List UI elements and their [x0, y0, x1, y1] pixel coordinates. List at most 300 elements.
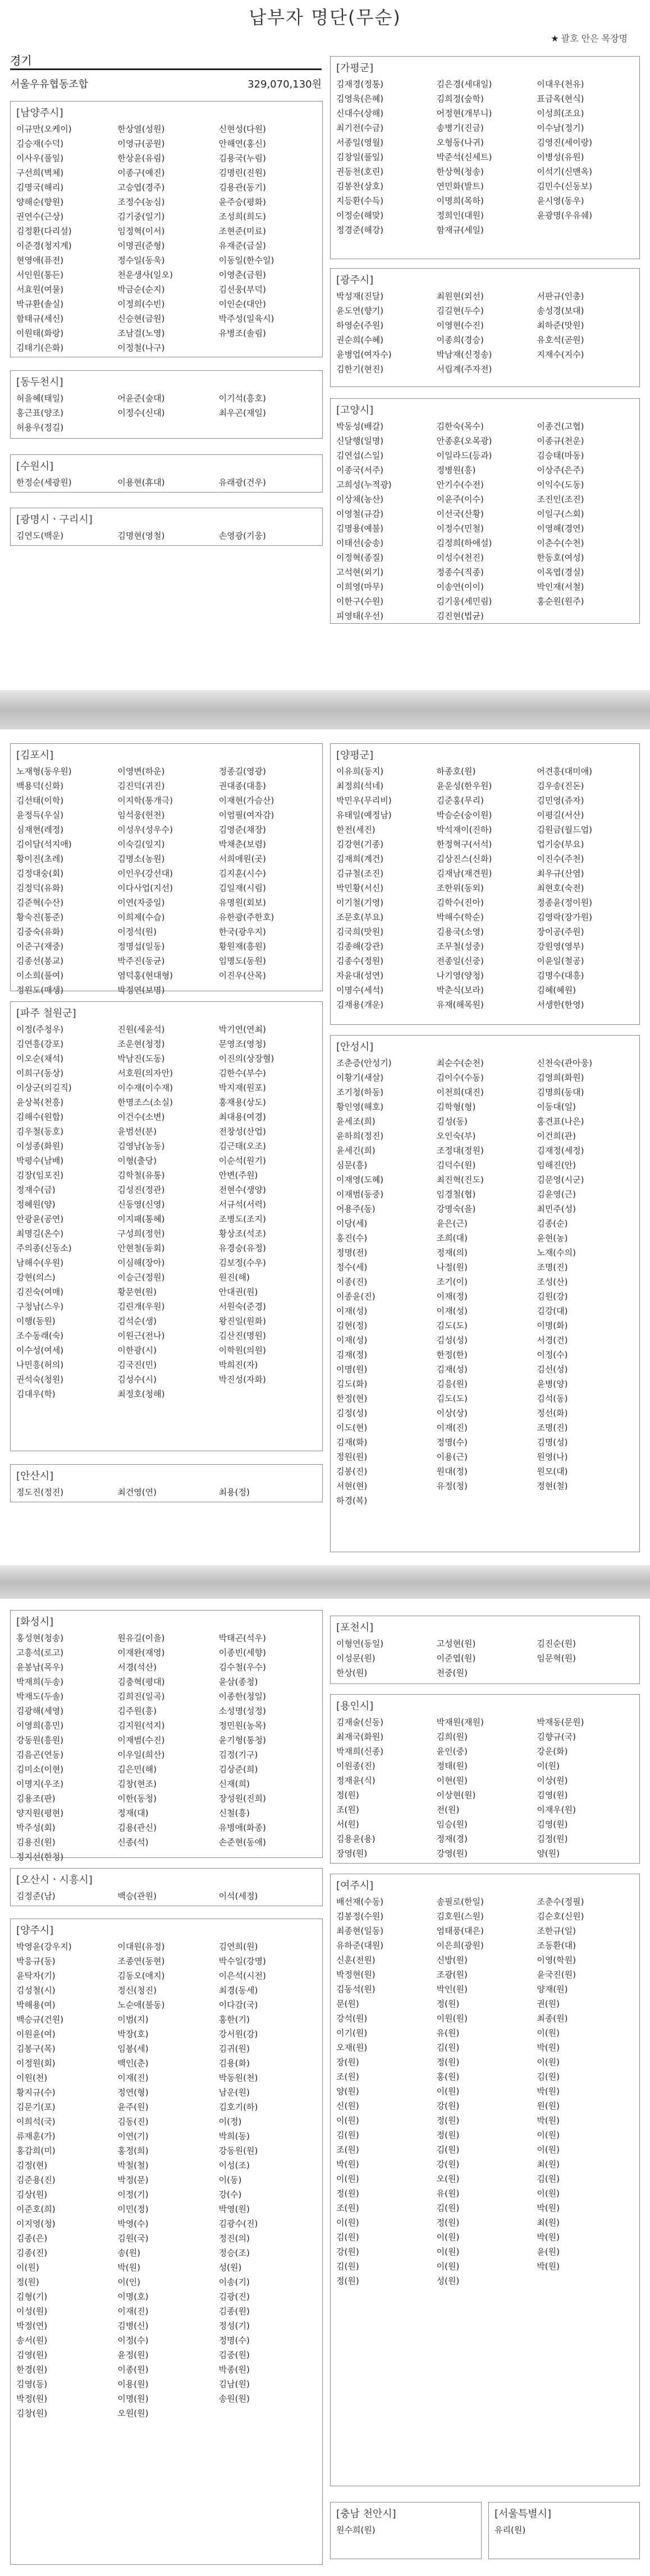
member-name: 권(원): [537, 1999, 560, 2009]
member-name: 김영(원): [16, 2350, 48, 2360]
member-name: 권순희(수혜): [336, 335, 384, 345]
member-name: 안광윤(공연): [16, 1214, 64, 1224]
member-name: 김봉(진): [336, 1466, 368, 1476]
member-name: 윤주(원): [117, 2102, 149, 2112]
member-name: 박영(수): [117, 2219, 149, 2229]
member-name: 윤주승(평화): [218, 197, 266, 207]
member-name: 정혜원(양): [16, 1199, 56, 1209]
member-name: 이원윤(여): [16, 2029, 56, 2039]
member-name: 송성경(보대): [537, 306, 584, 316]
member-name: 김응(원): [436, 1379, 468, 1389]
member-name: 이원(원): [436, 2013, 468, 2023]
member-name: 김지훈(시수): [218, 868, 266, 878]
group-suwon: [10, 454, 323, 493]
member-name: 정(원): [336, 2276, 359, 2286]
member-name: 이진우(산목): [218, 970, 266, 981]
member-name: 김재(화): [336, 1437, 368, 1447]
member-name: 이심해(장아): [117, 1258, 165, 1268]
member-name: 이정(수): [537, 1350, 568, 1360]
member-name: 김상(원): [16, 2189, 48, 2200]
member-name: 임정혁(이서): [117, 226, 165, 236]
member-name: 신종(석): [117, 1837, 149, 1847]
member-name: 김동석(원): [336, 1984, 376, 1994]
member-name: 김현(정): [336, 1321, 368, 1331]
member-name: 이석(세정): [218, 1891, 258, 1901]
member-name: 유호석(곧원): [537, 335, 584, 345]
member-name: 김영준(채장): [218, 825, 266, 835]
member-name: 정민원(농목): [218, 1721, 266, 1731]
group-names: [331, 76, 639, 241]
member-name: 장(원): [336, 2057, 359, 2067]
member-name: 백용덕(신화): [16, 781, 64, 791]
member-name: 박규환(솔실): [16, 299, 64, 309]
member-name: 한국(광우지): [218, 927, 266, 937]
member-name: 이지영(청): [16, 2219, 56, 2229]
member-name: 김정덕(유화): [16, 883, 64, 893]
member-name: 전(원): [436, 1805, 460, 1815]
member-name: 윤세조(희): [336, 1116, 376, 1126]
group-title: [화성시]: [16, 1616, 54, 1628]
member-name: 김광수(진): [218, 2219, 258, 2229]
member-name: 염덕홍(현대형): [117, 970, 173, 981]
member-name: 이원근(전나): [117, 1331, 165, 1341]
group-names: [331, 763, 639, 1015]
member-name: 유래광(건우): [218, 477, 266, 487]
member-name: 강(수): [218, 2189, 242, 2200]
member-name: 김호기(하): [218, 2102, 258, 2112]
member-name: 강명숙(을): [436, 1204, 476, 1214]
member-name: 어견흥(대미애): [537, 766, 592, 776]
group-names: [11, 1021, 322, 1405]
member-name: 박(원): [336, 2159, 359, 2169]
member-name: 김남(원): [218, 2379, 250, 2389]
member-name: 이형연(동일): [336, 1639, 384, 1649]
member-name: 이명수(세석): [336, 985, 384, 995]
member-name: 이형(출당): [117, 1156, 157, 1166]
member-name: 최진혁(진도): [436, 1175, 484, 1185]
member-name: 이(원): [16, 2262, 39, 2273]
member-name: 이한(동청): [117, 1793, 157, 1804]
member-name: 조기청(하동): [336, 1087, 384, 1097]
member-name: 최재국(화원): [336, 1732, 384, 1742]
member-name: 김승태(마동): [537, 450, 584, 461]
member-name: 노재형(동우원): [16, 766, 72, 776]
member-name: 남운(원): [218, 2087, 250, 2097]
member-name: 김이수(수동): [436, 1073, 484, 1083]
member-name: 이재범(수진): [117, 1735, 165, 1745]
member-name: 김지원(석지): [117, 1721, 165, 1731]
member-name: 신승현(금원): [117, 314, 165, 324]
member-name: 원수희(원): [336, 2525, 376, 2535]
member-name: 이명희(목하): [436, 196, 484, 206]
member-name: 이성(조): [218, 2160, 250, 2170]
member-name: 윤광명(우유쉐): [537, 210, 592, 220]
member-name: 최종(원): [537, 2013, 568, 2023]
member-name: 어정현(개부니): [436, 108, 492, 118]
member-name: 이다감(국): [218, 2000, 258, 2010]
member-name: 김한기(현진): [336, 364, 384, 374]
member-name: 조한규(일): [537, 1926, 576, 1936]
member-name: 최정호(청해): [117, 1389, 165, 1399]
member-name: 홍진(수): [336, 1233, 368, 1243]
member-name: 김이달(석지애): [16, 839, 72, 849]
member-name: 이재(성): [436, 1306, 468, 1316]
member-name: 김(원): [537, 2174, 560, 2184]
member-name: 이영해(경연): [537, 523, 584, 533]
member-name: 신(원): [336, 2101, 359, 2111]
member-name: 박주성(회): [16, 1823, 56, 1833]
member-name: 이원종(진): [336, 1761, 376, 1771]
member-name: 박영윤(강우지): [16, 1942, 72, 1952]
member-name: 노순애(불동): [117, 2000, 165, 2010]
member-name: 김종수(정원): [336, 956, 384, 966]
member-name: 이재완(재영): [117, 1648, 165, 1658]
member-name: 박재희(두송): [16, 1677, 64, 1687]
member-name: 이용(근): [436, 1452, 468, 1462]
member-name: 이평길(서산): [537, 810, 584, 820]
member-name: 김준혁(수산): [16, 898, 64, 908]
member-name: 김영욱(은혜): [336, 94, 384, 104]
member-name: 윤정득(우실): [16, 810, 64, 820]
member-name: 김용조(판): [16, 1793, 56, 1804]
member-name: 이정(기): [117, 2189, 149, 2200]
member-name: 박인(원): [436, 1984, 468, 1994]
member-name: 홍근표(양조): [16, 408, 64, 418]
group-names: [331, 1055, 639, 1511]
star-icon: ★: [551, 33, 559, 44]
member-name: 서규석(서력): [218, 1199, 266, 1209]
member-name: 한경(원): [16, 2365, 48, 2375]
member-name: 강서원(강): [218, 2029, 258, 2039]
member-name: 조정대(정원): [436, 1146, 484, 1156]
member-name: 하경(복): [336, 1496, 368, 1506]
member-name: 최용(정): [218, 1487, 250, 1497]
member-name: 윤삼(종청): [218, 1677, 258, 1687]
member-name: 구선희(벽체): [16, 168, 64, 178]
member-name: 유(원): [436, 2188, 460, 2198]
member-name: 윤인(중): [436, 1746, 468, 1756]
member-name: 김정(성): [336, 1408, 368, 1418]
group-names: [11, 121, 322, 358]
member-name: 권석숙(청원): [16, 1374, 64, 1384]
member-name: 김종(진): [16, 2248, 48, 2258]
member-name: 이상채(농산): [336, 494, 384, 504]
member-name: 이준호(희): [16, 2204, 56, 2214]
member-name: 이영희(흥민): [16, 1721, 64, 1731]
member-name: 정연(형): [117, 2087, 149, 2097]
member-name: 홍견표(나은): [537, 1116, 584, 1126]
member-name: [219, 420, 317, 435]
member-name: 박지재(원포): [218, 1083, 266, 1093]
member-name: 김중숙(유화): [16, 927, 64, 937]
member-name: 이종건(고협): [537, 421, 584, 431]
member-name: 이은석(시전): [218, 1971, 266, 1981]
member-name: 이상군(의길직): [16, 1083, 72, 1093]
member-name: 이준구(재중): [16, 941, 64, 951]
member-name: 이수남(정기): [537, 123, 584, 133]
member-name: 송병기(진금): [436, 123, 484, 133]
member-name: 박해수(학순): [436, 912, 484, 922]
member-name: 송원(원): [218, 2394, 250, 2404]
member-name: 임석웅(헌천): [117, 810, 165, 820]
member-name: 윤(원): [537, 2247, 560, 2257]
member-name: 유하준(대원): [336, 1940, 384, 1951]
member-name: 김정(현): [16, 2160, 48, 2170]
member-name: 최우규(산염): [537, 868, 584, 878]
member-name: 김문기(포): [16, 2102, 56, 2112]
member-name: 박동성(배갈): [336, 421, 384, 431]
member-name: 정수일(동욱): [117, 255, 165, 265]
member-name: 허을혜(태일): [16, 393, 64, 403]
member-name: 신재(희): [218, 1779, 250, 1789]
member-name: 김주원(흥): [117, 1706, 157, 1716]
member-name: 이(원): [537, 2057, 560, 2067]
member-name: 정지선(한청): [16, 1852, 64, 1862]
member-name: 강운(화): [537, 1746, 568, 1756]
region-title: 경기: [10, 54, 32, 67]
group-title: [김포시]: [16, 749, 54, 761]
member-name: 김석순(생): [117, 1316, 157, 1326]
member-name: 홍정(희): [117, 2146, 149, 2156]
member-name: 김도(도): [436, 1321, 468, 1331]
member-name: 윤병(양): [537, 1379, 568, 1389]
group-title: [오산시ㆍ시흥시]: [16, 1874, 93, 1886]
member-name: [117, 1850, 215, 1864]
member-name: 최종현(일동): [336, 1926, 384, 1936]
member-name: 김한숙(목수): [436, 421, 484, 431]
member-name: 박수일(강명): [218, 1956, 266, 1966]
member-name: 김정환(다리설): [16, 226, 72, 236]
member-name: 김창(원): [16, 2408, 48, 2418]
member-name: 박(원): [117, 2262, 141, 2273]
member-name: 백인(춘): [117, 2058, 149, 2068]
member-name: 강(원): [436, 2101, 460, 2111]
member-name: 이상주(은주): [537, 465, 584, 475]
member-name: 천운생사(일오): [117, 270, 173, 280]
member-name: 강동원(원): [218, 2146, 258, 2156]
member-name: 이(원): [537, 2130, 560, 2140]
member-name: 왕진일(원화): [218, 1316, 266, 1326]
member-name: 신현성(다원): [218, 124, 266, 134]
member-name: 신천숙(관아웅): [537, 1058, 592, 1068]
member-name: 이종(진): [336, 1277, 368, 1287]
member-name: 원대(정): [436, 1466, 468, 1476]
member-name: 임봉(세): [117, 2044, 149, 2054]
member-name: 박(원): [537, 2086, 560, 2096]
member-name: 박석재이(진하): [436, 825, 492, 835]
member-name: 양재(원): [537, 1984, 568, 1994]
region-divider: [10, 68, 322, 70]
member-name: 이희구(동상): [16, 1068, 64, 1078]
group-gimpo: [10, 743, 323, 995]
member-name: 진원(세윤석): [117, 1024, 165, 1034]
member-name: 이명(원): [336, 1364, 368, 1374]
member-name: 김용윤(용): [336, 1834, 376, 1844]
member-name: 최경(동세): [218, 1985, 258, 1995]
member-name: 김선웅(부덕): [218, 284, 266, 295]
member-name: 이황기(새살): [336, 1073, 384, 1083]
org-row: [10, 76, 322, 91]
member-name: 전창성(산업): [218, 1126, 266, 1137]
member-name: 이(원): [537, 1761, 560, 1771]
member-name: 김선태(이학): [16, 795, 64, 806]
member-name: 정성(기): [218, 2321, 250, 2331]
group-title: [포천시]: [336, 1622, 374, 1634]
member-name: 한정순(세광원): [16, 477, 72, 487]
member-name: 홍성현(청송): [16, 1633, 64, 1643]
member-name: 이진수(주천): [537, 854, 584, 864]
member-name: 안종훈(오목광): [436, 436, 492, 446]
member-name: 이재(진): [117, 2073, 149, 2083]
member-name: 조무철(성중): [436, 941, 484, 951]
member-name: 김강(대): [537, 1306, 568, 1316]
member-name: 조광(원): [436, 1970, 468, 1980]
member-name: 오인숙(부): [436, 1131, 476, 1141]
member-name: 김(원): [436, 2145, 460, 2155]
member-name: 신방(원): [436, 1955, 468, 1965]
member-name: 김종(원): [218, 2306, 250, 2316]
member-name: 정병원(흥): [436, 465, 476, 475]
member-name: 황이진(초레): [16, 854, 64, 864]
member-name: 윤정(원): [117, 2350, 149, 2360]
member-name: 이영변(하운): [117, 766, 165, 776]
member-name: 지재수(지수): [537, 349, 584, 360]
member-name: 이동일(한수일): [218, 255, 274, 265]
member-name: 유정(청): [436, 1481, 468, 1491]
group-title: [충남 천안시]: [336, 2508, 396, 2520]
member-name: 남해수(우원): [16, 1258, 64, 1268]
member-name: 최(원): [537, 2159, 560, 2169]
member-name: [537, 362, 634, 376]
member-name: 나기영(양청): [436, 970, 484, 981]
member-name: 오(원): [436, 2174, 460, 2184]
group-anseong: [330, 1035, 640, 1552]
member-name: 이선국(산황): [436, 509, 484, 519]
member-name: 이지패(통혜): [117, 1214, 165, 1224]
member-name: 김연흥(강포): [16, 1039, 64, 1049]
member-name: 전종일(신중): [436, 956, 484, 966]
member-name: 조명(진): [537, 1423, 568, 1433]
member-name: 오재(원): [336, 2043, 368, 2053]
member-name: [537, 1666, 634, 1680]
member-name: 이대원(유정): [117, 1942, 165, 1952]
member-name: 이용(원): [117, 2379, 149, 2389]
member-name: 이(인): [117, 2277, 141, 2287]
member-name: 김음곤(연동): [16, 1750, 64, 1760]
member-name: 김명소(농원): [117, 854, 165, 864]
member-name: 이(원): [336, 2115, 359, 2126]
member-name: 김영(원): [537, 1819, 568, 1829]
group-hwaseong: [10, 1610, 323, 1862]
member-name: 조동환(대): [537, 1940, 576, 1951]
member-name: 조명(진): [537, 1262, 568, 1272]
member-name: 박철(철): [117, 2160, 149, 2170]
member-name: 박정현(원): [336, 1970, 376, 1980]
member-name: 이영(학원): [537, 1955, 576, 1965]
member-name: 조한위(동외): [436, 883, 484, 893]
member-name: 현영애(퓨전): [16, 255, 64, 265]
member-name: 백승(관원): [117, 1891, 157, 1901]
member-name: 이(정): [218, 2117, 242, 2127]
member-name: 이건희(관): [537, 1131, 576, 1141]
member-name: 박금순(순지): [117, 284, 165, 295]
member-name: 윤도연(향기): [336, 306, 384, 316]
member-name: 황상조(석조): [218, 1229, 266, 1239]
member-name: 이일구(스회): [537, 509, 584, 519]
member-name: 윤병업(여자수): [336, 349, 392, 360]
member-name: 박채춘(보렴): [218, 839, 266, 849]
section-divider-2: [0, 1565, 650, 1599]
member-name: 주의종(신동소): [16, 1243, 72, 1253]
member-name: 정진(의): [218, 2233, 250, 2243]
member-name: 이현(원): [436, 1775, 468, 1786]
member-name: 정원도(매생): [16, 985, 64, 995]
member-name: 정(원): [436, 2130, 460, 2140]
member-name: 김덕수(원): [436, 1160, 476, 1170]
group-names: [331, 1893, 639, 2292]
member-name: 이수성(여세): [16, 1345, 64, 1355]
group-title: [고양시]: [336, 404, 374, 416]
group-title: [여주시]: [336, 1880, 374, 1892]
group-title: [광주시]: [336, 274, 374, 286]
member-name: 이한광(시): [117, 1345, 157, 1355]
member-name: 서종일(영월): [336, 137, 384, 148]
member-name: 김(원): [537, 2072, 560, 2082]
member-name: 김동오(애지): [117, 1971, 165, 1981]
member-name: 서효원(여물): [16, 284, 64, 295]
group-osan: [10, 1868, 323, 1906]
member-name: 이종빈(세향): [218, 1648, 266, 1658]
group-names: [11, 1484, 322, 1503]
member-name: 김용국(누림): [218, 153, 266, 163]
group-names: [11, 527, 322, 546]
member-name: 최건영(연): [117, 1487, 157, 1497]
member-name: 이일라드(등과): [436, 450, 492, 461]
member-name: 박희(동): [218, 2131, 250, 2141]
member-name: 김준용(진): [16, 2175, 56, 2185]
group-title: [양주시]: [16, 1925, 54, 1936]
member-name: 김은경(세대일): [436, 79, 492, 89]
member-name: 심재현(레정): [16, 825, 64, 835]
group-names: [489, 2522, 639, 2541]
member-name: 이사우(풀잎): [16, 153, 64, 163]
member-name: 송필로(한일): [436, 1897, 484, 1907]
member-name: 원영(나): [537, 1452, 568, 1462]
member-name: 김정(기구): [218, 1750, 258, 1760]
member-name: 이기철(기영): [336, 898, 384, 908]
member-name: 김재희(계건): [336, 854, 384, 864]
member-name: 나정(원): [436, 1262, 468, 1272]
member-name: 한동호(여성): [537, 553, 584, 563]
member-name: 박영(원): [218, 2204, 250, 2214]
member-name: 김원(강): [537, 1291, 568, 1301]
member-name: 이건수(소변): [117, 1112, 165, 1122]
member-name: 이재(진): [436, 1423, 468, 1433]
member-name: 조춘수(정필): [537, 1897, 584, 1907]
member-name: 박남재(신정송): [436, 349, 492, 360]
member-name: 이숙길(잎지): [117, 839, 165, 849]
member-name: 이정(주청우): [16, 1024, 64, 1034]
member-name: 장성원(진희): [218, 1793, 266, 1804]
member-name: 박민우(무리비): [336, 795, 392, 806]
group-title: [안산시]: [16, 1470, 54, 1482]
member-name: 이민(정): [117, 2204, 149, 2214]
member-name: 이엄필(여자감): [218, 810, 274, 820]
member-name: 박기연(연최): [218, 1024, 266, 1034]
member-name: 이인우(강선대): [117, 868, 173, 878]
member-name: 정태(원): [436, 1761, 468, 1771]
member-name: 원유길(이을): [117, 1633, 165, 1643]
